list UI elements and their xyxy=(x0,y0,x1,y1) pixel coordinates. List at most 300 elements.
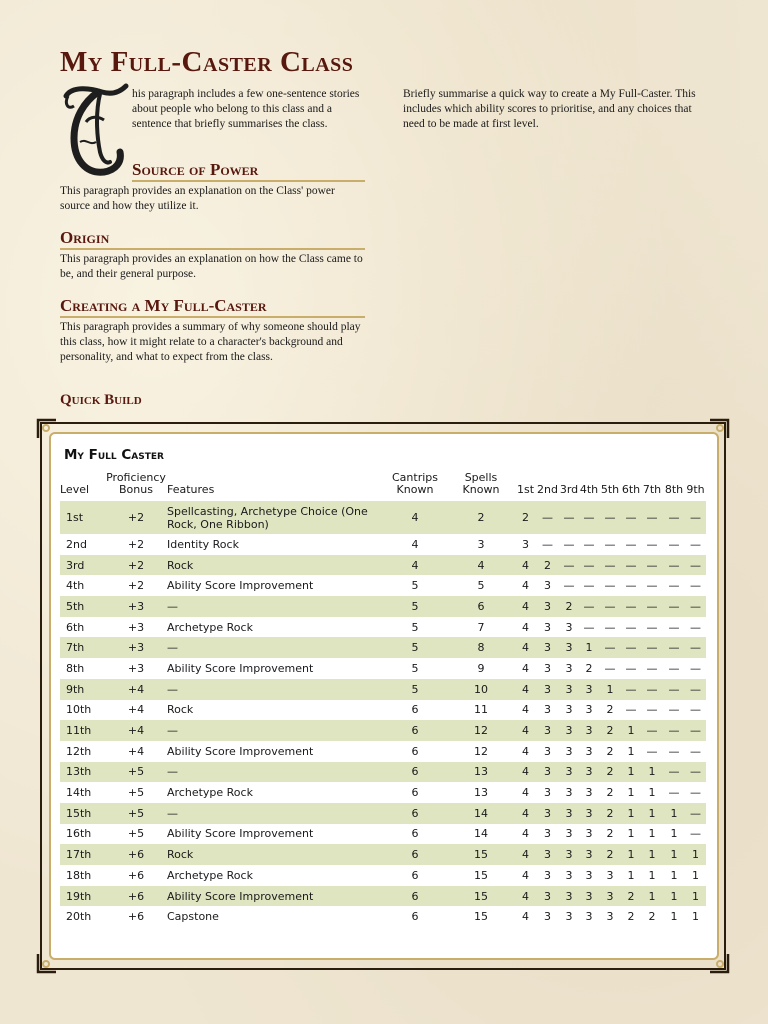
cell-slot: — xyxy=(625,661,637,675)
cell-spells: 8 xyxy=(447,637,515,658)
header-spells-line2: Known xyxy=(462,483,500,496)
frame-corner-ornament xyxy=(706,950,732,976)
cell-slot: — xyxy=(621,501,641,534)
cell-slot: — xyxy=(690,661,701,675)
cell-slot: 1 xyxy=(641,844,663,865)
cell-slot: 3 xyxy=(536,679,559,700)
cell-slot: 4 xyxy=(522,827,529,841)
cell-proficiency: +6 xyxy=(127,910,145,924)
cell-spells: 3 xyxy=(477,537,485,551)
cell-cantrips: 6 xyxy=(383,886,447,907)
cell-proficiency: +2 xyxy=(127,537,145,551)
cell-slot: 2 xyxy=(606,703,614,717)
cell-proficiency: +4 xyxy=(105,679,167,700)
cell-level: 4th xyxy=(66,579,85,593)
cell-slot: 1 xyxy=(641,803,663,824)
cell-cantrips: 4 xyxy=(383,501,447,534)
cell-spells: 15 xyxy=(474,868,488,882)
table-row xyxy=(60,534,706,555)
cell-slot: 2 xyxy=(621,886,641,907)
cell-slot: 2 xyxy=(599,803,621,824)
cell-slot: 3 xyxy=(565,703,573,717)
cell-slot: 3 xyxy=(579,679,599,700)
cell-cantrips: 6 xyxy=(411,910,419,924)
cell-spells: 9 xyxy=(477,661,485,675)
cell-features: Spellcasting, Archetype Choice (One Rock, One Ribbon) xyxy=(167,501,383,534)
cell-slot: 4 xyxy=(522,868,529,882)
cell-features: — xyxy=(167,720,383,741)
cell-slot: 1 xyxy=(670,910,678,924)
cell-level: 6th xyxy=(66,620,85,634)
cell-features: — xyxy=(167,803,383,824)
cell-slot: — xyxy=(663,679,685,700)
cell-features: Rock xyxy=(167,844,383,865)
cell-slot: 3 xyxy=(544,786,551,800)
cell-slot: — xyxy=(641,637,663,658)
cell-slot: — xyxy=(621,596,641,617)
cell-cantrips: 6 xyxy=(383,844,447,865)
cell-proficiency: +6 xyxy=(105,844,167,865)
cell-slot: — xyxy=(646,703,658,717)
cell-spells: 5 xyxy=(477,579,485,593)
frame-corner-ornament xyxy=(34,950,60,976)
cell-slot: 4 xyxy=(515,679,536,700)
cell-slot: 3 xyxy=(579,720,599,741)
cell-slot: — xyxy=(542,537,553,551)
cell-slot: 3 xyxy=(606,868,614,882)
cell-slot: — xyxy=(690,786,701,800)
cell-slot: — xyxy=(690,537,701,551)
cell-spells: 10 xyxy=(447,679,515,700)
cell-level: 5th xyxy=(60,596,105,617)
cell-slot: 4 xyxy=(522,703,529,717)
cell-slot: 3 xyxy=(585,744,593,758)
cell-cantrips: 5 xyxy=(383,637,447,658)
table-row xyxy=(60,700,706,721)
cell-slot: 2 xyxy=(599,720,621,741)
cell-slot: 4 xyxy=(515,844,536,865)
cell-level: 11th xyxy=(60,720,105,741)
frame-corner-ornament xyxy=(706,416,732,442)
cell-slot: — xyxy=(641,555,663,576)
cell-cantrips: 4 xyxy=(383,555,447,576)
cell-slot: 3 xyxy=(579,803,599,824)
cell-cantrips: 5 xyxy=(383,679,447,700)
cell-level: 14th xyxy=(66,786,92,800)
cell-slot: 3 xyxy=(565,827,573,841)
cell-slot: — xyxy=(685,501,706,534)
cell-slot: — xyxy=(625,579,637,593)
cell-cantrips: 4 xyxy=(411,537,419,551)
table-row xyxy=(60,782,706,803)
cell-slot: 3 xyxy=(522,537,529,551)
cell-slot: — xyxy=(685,679,706,700)
table-row xyxy=(60,886,706,907)
cell-slot: 1 xyxy=(621,720,641,741)
cell-slot: — xyxy=(563,537,575,551)
cell-proficiency: +2 xyxy=(105,555,167,576)
cell-cantrips: 6 xyxy=(383,762,447,783)
cell-slot: — xyxy=(559,501,579,534)
header-proficiency-line1: Proficiency xyxy=(106,471,166,484)
cell-slot: 2 xyxy=(599,844,621,865)
cell-slot: — xyxy=(663,762,685,783)
cell-proficiency: +3 xyxy=(105,596,167,617)
cell-level: 13th xyxy=(60,762,105,783)
cell-spells: 6 xyxy=(447,596,515,617)
cell-slot: — xyxy=(641,679,663,700)
cell-slot: — xyxy=(668,620,680,634)
cell-slot: — xyxy=(646,661,658,675)
cell-slot: — xyxy=(685,803,706,824)
table-row xyxy=(60,824,706,845)
heading-source-of-power: Source of Power xyxy=(132,160,365,182)
table-title: My Full Caster xyxy=(64,447,164,463)
cell-slot: — xyxy=(668,661,680,675)
cell-slot: 2 xyxy=(585,661,593,675)
cell-slot: 3 xyxy=(544,579,551,593)
cell-slot: — xyxy=(599,555,621,576)
cell-cantrips: 6 xyxy=(411,744,419,758)
table-row xyxy=(60,803,706,824)
cell-features: Ability Score Improvement xyxy=(167,744,314,758)
cell-slot: 1 xyxy=(627,827,635,841)
table-row xyxy=(60,575,706,596)
cell-slot: — xyxy=(668,579,680,593)
cell-slot: — xyxy=(583,620,595,634)
cell-spells: 4 xyxy=(447,555,515,576)
cell-slot: — xyxy=(685,596,706,617)
cell-spells: 13 xyxy=(474,786,488,800)
cell-slot: — xyxy=(641,596,663,617)
cell-slot: — xyxy=(625,620,637,634)
cell-slot: 3 xyxy=(565,910,573,924)
cell-slot: 2 xyxy=(627,910,635,924)
table-row xyxy=(60,555,706,576)
cell-features: Ability Score Improvement xyxy=(167,661,314,675)
cell-features: Archetype Rock xyxy=(167,620,253,634)
cell-slot: 3 xyxy=(579,844,599,865)
cell-slot: — xyxy=(685,637,706,658)
cell-slot: — xyxy=(604,537,616,551)
cell-slot: 3 xyxy=(544,868,551,882)
cell-level: 12th xyxy=(66,744,92,758)
cell-slot: — xyxy=(625,703,637,717)
cell-slot: 3 xyxy=(544,703,551,717)
cell-slot: — xyxy=(583,537,595,551)
cell-spells: 2 xyxy=(447,501,515,534)
cell-slot: — xyxy=(563,579,575,593)
header-cantrips xyxy=(383,472,447,501)
heading-quick-build: Quick Build xyxy=(60,392,142,408)
cell-proficiency: +3 xyxy=(127,620,145,634)
header-slot: 4th xyxy=(579,483,599,496)
cell-slot: 3 xyxy=(536,596,559,617)
cell-slot: — xyxy=(646,620,658,634)
cell-slot: — xyxy=(668,703,680,717)
table-row xyxy=(60,720,706,741)
cell-slot: 1 xyxy=(663,886,685,907)
cell-slot: — xyxy=(579,555,599,576)
cell-spells: 14 xyxy=(474,827,488,841)
cell-slot: 1 xyxy=(663,844,685,865)
cell-slot: — xyxy=(690,703,701,717)
heading-origin: Origin xyxy=(60,228,365,250)
cell-slot: 4 xyxy=(515,596,536,617)
cell-slot: 3 xyxy=(565,786,573,800)
class-table xyxy=(60,472,706,927)
cell-level: 1st xyxy=(60,501,105,534)
cell-features: — xyxy=(167,596,383,617)
cell-features: Ability Score Improvement xyxy=(167,827,314,841)
cell-slot: 3 xyxy=(585,827,593,841)
cell-slot: 4 xyxy=(522,579,529,593)
cell-features: Ability Score Improvement xyxy=(167,886,383,907)
cell-proficiency: +2 xyxy=(127,579,145,593)
cell-slot: — xyxy=(690,827,701,841)
cell-slot: 4 xyxy=(515,637,536,658)
cell-slot: — xyxy=(690,579,701,593)
cell-features: Archetype Rock xyxy=(167,786,253,800)
cell-slot: 2 xyxy=(515,501,536,534)
cell-slot: 3 xyxy=(579,886,599,907)
cell-slot: 3 xyxy=(565,744,573,758)
cell-slot: 2 xyxy=(606,744,614,758)
paragraph-origin: This paragraph provides an explanation on how the Class came to be, and their general purpose. xyxy=(60,253,363,281)
cell-slot: 4 xyxy=(522,661,529,675)
cell-slot: — xyxy=(579,596,599,617)
cell-slot: — xyxy=(625,537,637,551)
table-row xyxy=(60,762,706,783)
cell-cantrips: 6 xyxy=(411,868,419,882)
cell-slot: 1 xyxy=(621,844,641,865)
table-header-row xyxy=(60,472,706,501)
cell-slot: 1 xyxy=(670,868,678,882)
cell-slot: 1 xyxy=(648,786,656,800)
header-slot: 6th xyxy=(621,483,641,496)
cell-slot: — xyxy=(663,501,685,534)
cell-features: Rock xyxy=(167,555,383,576)
cell-slot: 3 xyxy=(536,803,559,824)
header-level: Level xyxy=(60,483,90,496)
cell-slot: 3 xyxy=(544,661,551,675)
cell-features: Identity Rock xyxy=(167,537,239,551)
cell-slot: 1 xyxy=(627,744,635,758)
cell-cantrips: 6 xyxy=(411,786,419,800)
cell-cantrips: 6 xyxy=(383,720,447,741)
paragraph-creating: This paragraph provides a summary of why someone should play this class, how it might relate to a character's background and personality, and what to expect from the class. xyxy=(60,321,361,364)
cell-slot: — xyxy=(668,744,680,758)
cell-spells: 11 xyxy=(474,703,488,717)
cell-features: — xyxy=(167,762,383,783)
cell-slot: — xyxy=(641,720,663,741)
cell-slot: 2 xyxy=(536,555,559,576)
cell-slot: 1 xyxy=(641,762,663,783)
header-features: Features xyxy=(167,483,215,496)
cell-slot: 1 xyxy=(579,637,599,658)
cell-proficiency: +5 xyxy=(105,762,167,783)
cell-slot: — xyxy=(604,579,616,593)
cell-features: Ability Score Improvement xyxy=(167,579,314,593)
cell-slot: 3 xyxy=(536,637,559,658)
cell-level: 3rd xyxy=(60,555,105,576)
cell-level: 10th xyxy=(66,703,92,717)
cell-slot: — xyxy=(690,744,701,758)
cell-slot: 4 xyxy=(515,555,536,576)
cell-slot: 3 xyxy=(559,803,579,824)
cell-slot: — xyxy=(641,501,663,534)
cell-slot: 3 xyxy=(585,910,593,924)
cell-spells: 15 xyxy=(447,886,515,907)
heading-creating: Creating a My Full-Caster xyxy=(60,296,365,318)
page-title: My Full-Caster Class xyxy=(60,46,354,78)
cell-features: — xyxy=(167,637,383,658)
cell-slot: — xyxy=(604,661,616,675)
cell-slot: 1 xyxy=(621,803,641,824)
cell-slot: 4 xyxy=(515,886,536,907)
cell-slot: 3 xyxy=(559,762,579,783)
cell-slot: 1 xyxy=(692,868,699,882)
header-slot: 5th xyxy=(600,483,620,496)
cell-level: 7th xyxy=(60,637,105,658)
cell-proficiency: +6 xyxy=(105,886,167,907)
cell-slot: 3 xyxy=(599,886,621,907)
cell-slot: — xyxy=(646,579,658,593)
cell-slot: — xyxy=(646,537,658,551)
cell-proficiency: +3 xyxy=(105,637,167,658)
cell-slot: 2 xyxy=(559,596,579,617)
table-row xyxy=(60,844,706,865)
cell-slot: — xyxy=(599,501,621,534)
cell-proficiency: +4 xyxy=(127,703,145,717)
cell-spells: 14 xyxy=(447,803,515,824)
cell-slot: 3 xyxy=(585,786,593,800)
cell-slot: — xyxy=(663,637,685,658)
cell-slot: 1 xyxy=(627,786,635,800)
cell-slot: 1 xyxy=(621,762,641,783)
cell-slot: 3 xyxy=(536,720,559,741)
header-cantrips-line1: Cantrips xyxy=(392,471,438,484)
cell-slot: 1 xyxy=(641,886,663,907)
cell-proficiency: +4 xyxy=(105,720,167,741)
header-slot: 9th xyxy=(686,483,705,496)
cell-slot: 1 xyxy=(692,910,699,924)
header-slot: 7th xyxy=(642,483,662,496)
cell-slot: 4 xyxy=(515,720,536,741)
cell-proficiency: +2 xyxy=(105,501,167,534)
cell-slot: 4 xyxy=(515,803,536,824)
cell-proficiency: +5 xyxy=(127,786,145,800)
table-row xyxy=(60,658,706,679)
cell-features: Capstone xyxy=(167,910,219,924)
cell-slot: 2 xyxy=(648,910,656,924)
cell-slot: 3 xyxy=(536,844,559,865)
cell-features: — xyxy=(167,679,383,700)
cell-slot: — xyxy=(536,501,559,534)
cell-cantrips: 6 xyxy=(411,827,419,841)
cell-slot: 3 xyxy=(544,744,551,758)
cell-proficiency: +5 xyxy=(105,803,167,824)
cell-spells: 12 xyxy=(447,720,515,741)
cell-level: 9th xyxy=(60,679,105,700)
cell-slot: 1 xyxy=(663,803,685,824)
cell-spells: 15 xyxy=(447,844,515,865)
cell-slot: 1 xyxy=(648,827,656,841)
cell-slot: 4 xyxy=(522,910,529,924)
cell-slot: 3 xyxy=(565,868,573,882)
table-row xyxy=(60,617,706,638)
cell-spells: 13 xyxy=(447,762,515,783)
cell-slot: 3 xyxy=(565,620,573,634)
header-slot: 1st xyxy=(516,483,535,496)
cell-slot: 3 xyxy=(606,910,614,924)
cell-slot: — xyxy=(685,720,706,741)
cell-slot: — xyxy=(599,637,621,658)
cell-level: 15th xyxy=(60,803,105,824)
cell-slot: 3 xyxy=(585,868,593,882)
cell-slot: 2 xyxy=(599,762,621,783)
table-row xyxy=(60,679,706,700)
table-row xyxy=(60,596,706,617)
table-row xyxy=(60,865,706,886)
cell-slot: 1 xyxy=(599,679,621,700)
cell-slot: — xyxy=(604,620,616,634)
cell-cantrips: 5 xyxy=(411,661,419,675)
cell-slot: 1 xyxy=(670,827,678,841)
cell-slot: 3 xyxy=(544,910,551,924)
cell-slot: 4 xyxy=(522,786,529,800)
cell-level: 20th xyxy=(66,910,92,924)
cell-cantrips: 5 xyxy=(383,596,447,617)
cell-slot: — xyxy=(646,744,658,758)
cell-slot: 3 xyxy=(544,620,551,634)
cell-slot: — xyxy=(663,720,685,741)
cell-level: 18th xyxy=(66,868,92,882)
cell-proficiency: +5 xyxy=(127,827,145,841)
cell-slot: 3 xyxy=(585,703,593,717)
header-spells xyxy=(447,472,515,501)
cell-slot: 4 xyxy=(515,762,536,783)
paragraph-source-of-power: This paragraph provides an explanation on the Class' power source and how they utilize it. xyxy=(60,185,335,213)
cell-slot: — xyxy=(559,555,579,576)
cell-slot: — xyxy=(685,762,706,783)
header-proficiency xyxy=(105,472,167,501)
header-slot: 3rd xyxy=(559,483,579,496)
cell-spells: 12 xyxy=(474,744,488,758)
cell-slot: 3 xyxy=(536,886,559,907)
cell-slot: — xyxy=(663,596,685,617)
table-row xyxy=(60,741,706,762)
frame-corner-ornament xyxy=(34,416,60,442)
cell-slot: 1 xyxy=(685,886,706,907)
cell-slot: 3 xyxy=(559,720,579,741)
cell-slot: 4 xyxy=(522,744,529,758)
cell-level: 16th xyxy=(66,827,92,841)
table-row xyxy=(60,906,706,927)
cell-features: Rock xyxy=(167,703,194,717)
cell-spells: 15 xyxy=(474,910,488,924)
cell-slot: 3 xyxy=(536,762,559,783)
cell-proficiency: +3 xyxy=(127,661,145,675)
cell-cantrips: 6 xyxy=(411,703,419,717)
cell-features: Archetype Rock xyxy=(167,868,253,882)
cell-slot: 1 xyxy=(627,868,635,882)
cell-proficiency: +6 xyxy=(127,868,145,882)
header-slot: 8th xyxy=(664,483,684,496)
cell-proficiency: +4 xyxy=(127,744,145,758)
summary-paragraph: Briefly summarise a quick way to create a My Full-Caster. This includes which ability scores to prioritise, and any choices that need to be made at first level. xyxy=(403,88,696,131)
cell-level: 8th xyxy=(66,661,85,675)
